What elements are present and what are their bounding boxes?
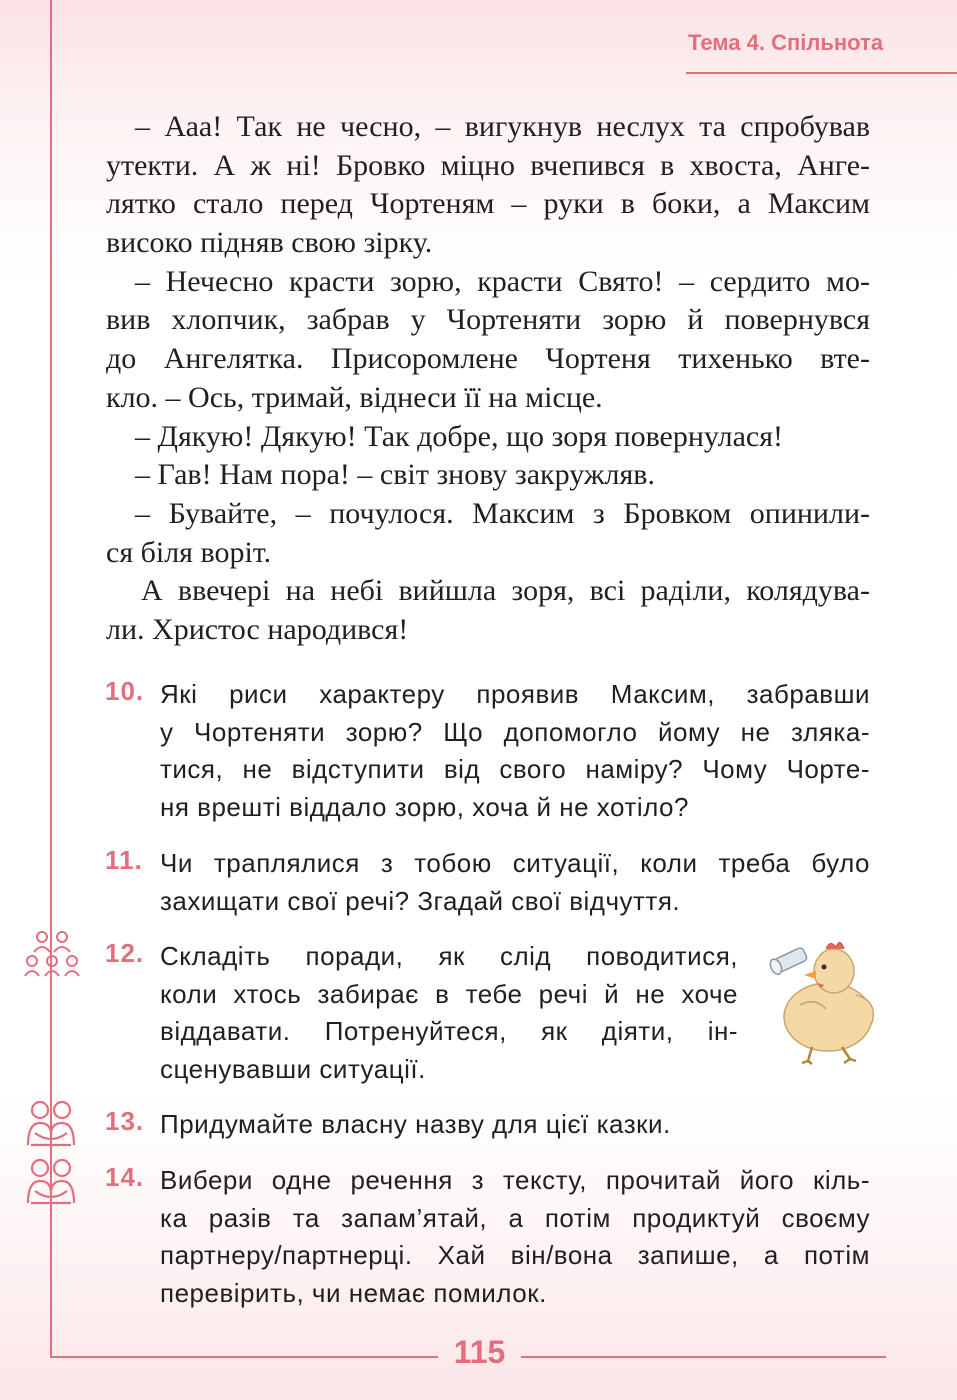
story-line: – Дякую! Дякую! Так добре, що зоря повернулася! (135, 419, 784, 453)
page-frame-bottom-line-left (50, 1356, 438, 1358)
task-number: 10. (105, 676, 145, 706)
chapter-title: Тема 4. Спільнота (688, 30, 884, 55)
task-line: ня врешті віддало зорю, хоча й не хотіло? (160, 791, 689, 822)
page-frame-left-line (50, 0, 52, 1358)
task-line: коли хтось забирає в тебе речі й не хоче (160, 978, 738, 1009)
task-line: сценувавши ситуації. (160, 1053, 426, 1084)
task-number: 11. (105, 845, 143, 875)
story-line: лятко стало перед Чортеням – руки в боки, а Максим (106, 187, 870, 221)
pair-icon (25, 1157, 77, 1209)
task-line: тися, не відступити від свого наміру? Чому Чорте- (160, 754, 870, 784)
story-line: до Ангелятка. Присоромлене Чортеня тихенько вте- (106, 342, 870, 376)
task-number: 14. (105, 1162, 145, 1192)
story-line: утекти. А ж ні! Бровко міцно вчепився в хвоста, Анге- (106, 148, 870, 182)
task-line: Складіть поради, як слід поводитися, (160, 941, 738, 971)
group-icon (24, 928, 80, 984)
task-number: 12. (105, 938, 145, 968)
page-number: 115 (453, 1334, 506, 1370)
task-line: захищати свої речі? Згадай свої відчуття. (160, 885, 681, 916)
story-line: – Бувайте, – почулося. Максим з Бровком опинили- (135, 496, 870, 530)
story-line: кло. – Ось, тримай, віднеси її на місце. (106, 380, 603, 414)
story-line: ся біля воріт. (106, 535, 272, 569)
story-line: – Ааа! Так не чесно, – вигукнув неслух та спробував (135, 110, 870, 143)
story-text (106, 108, 870, 650)
task-line: Чи траплялися з тобою ситуації, коли треба було (160, 848, 870, 878)
task-line: Вибери одне речення з тексту, прочитай його кіль- (160, 1165, 870, 1195)
task-line: ка разів та запам’ятай, а потім продиктуй своєму (160, 1202, 870, 1233)
story-line: високо підняв свою зірку. (106, 226, 433, 260)
page-frame-bottom-line-right (521, 1356, 886, 1358)
task-line: віддавати. Потренуйтеся, як діяти, ін- (160, 1016, 738, 1046)
story-line: вив хлопчик, забрав у Чортеняти зорю й повернувся (106, 303, 870, 337)
story-line: А ввечері на небі вийшла зоря, всі раділи, колядува- (141, 574, 870, 608)
task-line: Придумайте власну назву для цієї казки. (160, 1109, 671, 1139)
task-line: перевірить, чи немає помилок. (160, 1277, 547, 1308)
pair-icon (25, 1099, 77, 1151)
task-line: у Чортеняти зорю? Що допомогло йому не зляка- (160, 716, 870, 747)
story-line: ли. Христос народився! (106, 612, 409, 646)
story-line: – Гав! Нам пора! – світ знову закружляв. (135, 458, 655, 492)
story-line: – Нечесно красти зорю, красти Свято! – сердито мо- (135, 264, 870, 298)
chicken-illustration (760, 935, 885, 1065)
task-line: партнеру/партнерці. Хай він/вона запише, а потім (160, 1240, 870, 1270)
task-number: 13. (105, 1106, 145, 1136)
header-underline (686, 72, 957, 74)
task-line: Які риси характеру проявив Максим, забравши (160, 679, 870, 709)
